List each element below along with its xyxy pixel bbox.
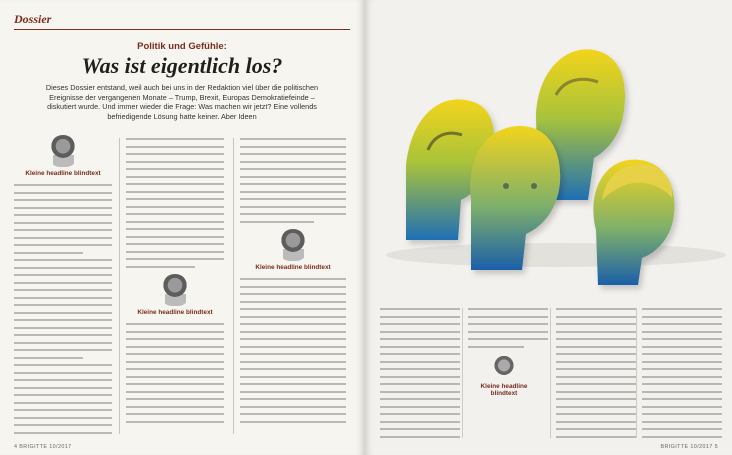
author-portrait: [492, 355, 516, 381]
column-rule: [550, 308, 551, 438]
intro-text: Dieses Dossier entstand, weil auch bei uns in der Redaktion viel über die politischen Ereignisse der vergangenen Monate – Trump, Brexit, Europas Demokratiefeinde – diskutiert wurde. Und immer wieder die Frage: Was machen wir jetzt? Eine vollends befriedigende Lösung hatte keiner. Aber Ideen: [45, 83, 319, 121]
right-column-1: [380, 305, 460, 443]
author-block: [14, 135, 112, 177]
base-shadow: [386, 243, 726, 267]
body-text: [126, 320, 224, 425]
body-text: [556, 305, 636, 440]
column-2: [126, 135, 224, 439]
left-page: [0, 0, 364, 455]
right-column-4: [642, 305, 722, 443]
headline: Was ist eigentlich los?: [81, 53, 283, 78]
column-headline: Kleine headline blindtext: [137, 309, 213, 316]
author-portrait: [48, 135, 78, 167]
column-rule: [636, 308, 637, 438]
page-folio: BRIGITTE 10/2017 5: [660, 444, 718, 450]
body-text: [14, 181, 112, 436]
paper-cutout-illustration: [366, 0, 732, 300]
column-headline: Kleine headline blindtext: [255, 264, 331, 271]
body-text: [240, 275, 346, 425]
author-block: [126, 274, 224, 316]
column-headline: Kleine headline blindtext: [480, 383, 528, 397]
body-text: [126, 135, 224, 270]
page-folio: 4 BRIGITTE 10/2017: [14, 444, 72, 450]
author-block: [240, 229, 346, 271]
section-label: Dossier: [14, 12, 52, 26]
section-rule: [14, 29, 350, 30]
column-headline: Kleine headline blindtext: [25, 170, 101, 177]
body-text: [642, 305, 722, 440]
column-1: [14, 135, 112, 439]
column-3: [240, 135, 346, 439]
right-page: [366, 0, 732, 455]
column-rule: [119, 138, 120, 434]
body-text: [240, 135, 346, 225]
column-rule: [233, 138, 234, 434]
author-portrait: [278, 229, 308, 261]
column-rule: [462, 308, 463, 438]
kicker: Politik und Gefühle:: [137, 41, 227, 52]
body-text: [468, 305, 548, 350]
author-portrait: [160, 274, 190, 306]
body-text: [380, 305, 460, 440]
author-block: [478, 355, 530, 400]
right-column-3: [556, 305, 636, 443]
